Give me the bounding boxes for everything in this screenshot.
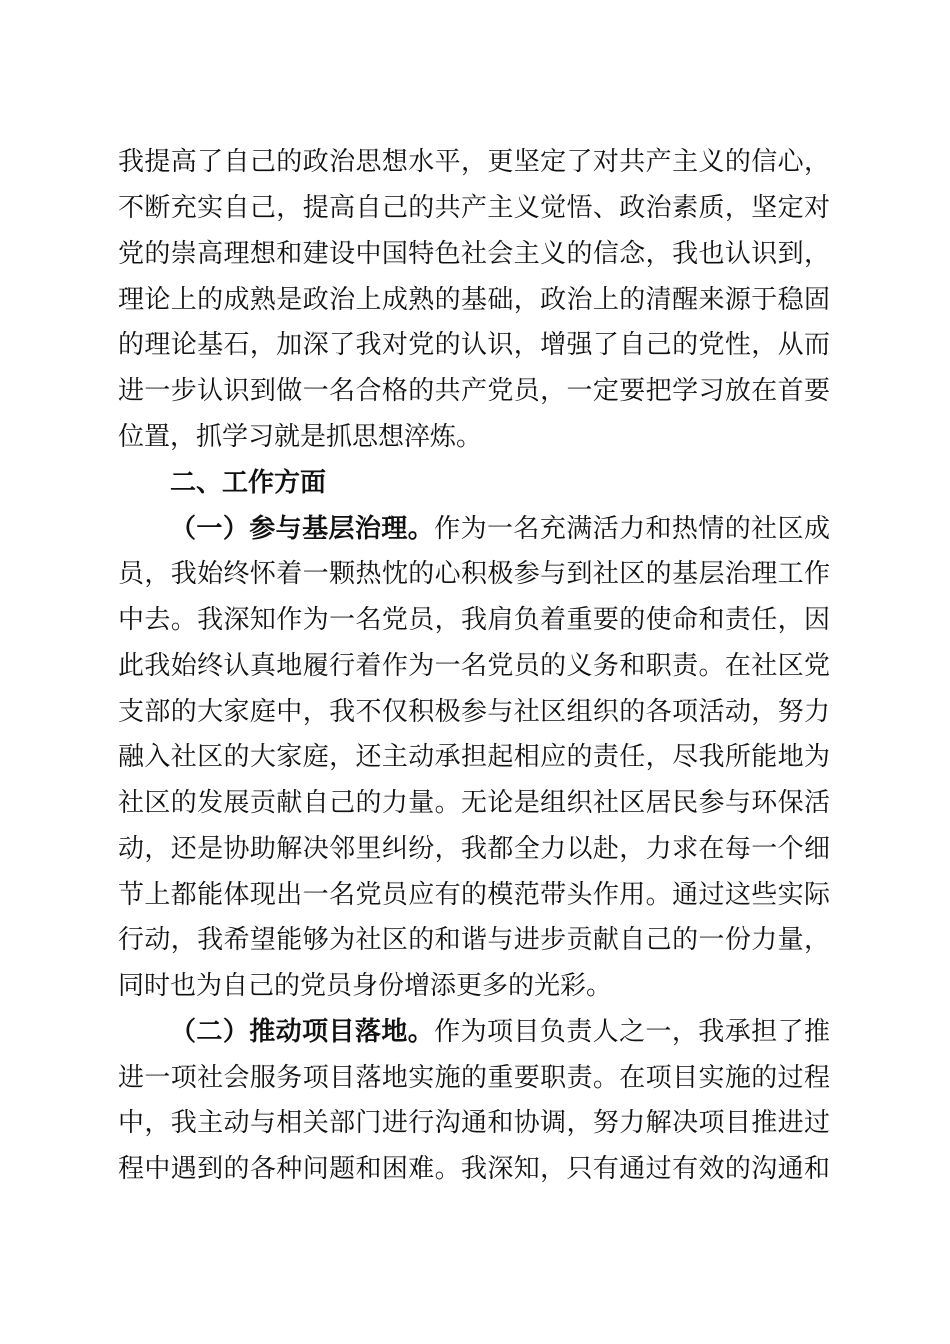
paragraph1-line: 不断充实自己，提高自己的共产主义觉悟、政治素质，坚定对: [118, 193, 830, 223]
paragraph1-line: 的理论基石，加深了我对党的认识，增强了自己的党性，从而: [118, 330, 830, 360]
paragraph1-line: 我提高了自己的政治思想水平，更坚定了对共产主义的信心，: [118, 147, 830, 177]
item1-title: （一）参与基层治理。: [170, 514, 435, 544]
item1-line: 中去。我深知作为一名党员，我肩负着重要的使命和责任，因: [118, 605, 830, 635]
item2-title: （二）推动项目落地。: [170, 1017, 435, 1047]
item1-first-line-text: 作为一名充满活力和热情的社区成: [434, 514, 830, 544]
item1-line: 此我始终认真地履行着作为一名党员的义务和职责。在社区党: [118, 651, 830, 681]
item2-line: 中，我主动与相关部门进行沟通和协调，努力解决项目推进过: [118, 1108, 830, 1138]
item1-line: 同时也为自己的党员身份增添更多的光彩。: [118, 971, 613, 1001]
item2-first-line: [170, 1015, 830, 1049]
paragraph1-line: 党的崇高理想和建设中国特色社会主义的信念，我也认识到，: [118, 239, 830, 269]
paragraph1-line: 位置，抓学习就是抓思想淬炼。: [118, 422, 483, 452]
item2-first-line-text: 作为项目负责人之一，我承担了推: [434, 1017, 830, 1047]
item1-line: 员，我始终怀着一颗热忱的心积极参与到社区的基层治理工作: [118, 559, 830, 589]
item1-first-line: [170, 512, 830, 546]
item2-line: 程中遇到的各种问题和困难。我深知，只有通过有效的沟通和: [118, 1154, 830, 1184]
paragraph1-line: 进一步认识到做一名合格的共产党员，一定要把学习放在首要: [118, 376, 830, 406]
section-heading: 二、工作方面: [170, 468, 327, 498]
item2-line: 进一项社会服务项目落地实施的重要职责。在项目实施的过程: [118, 1063, 830, 1093]
item1-line: 节上都能体现出一名党员应有的模范带头作用。通过这些实际: [118, 880, 830, 910]
item1-line: 融入社区的大家庭，还主动承担起相应的责任，尽我所能地为: [118, 742, 830, 772]
item1-line: 社区的发展贡献自己的力量。无论是组织社区居民参与环保活: [118, 788, 830, 818]
paragraph1-line: 理论上的成熟是政治上成熟的基础，政治上的清醒来源于稳固: [118, 285, 830, 315]
item1-line: 支部的大家庭中，我不仅积极参与社区组织的各项活动，努力: [118, 697, 830, 727]
item1-line: 行动，我希望能够为社区的和谐与进步贡献自己的一份力量，: [118, 925, 830, 955]
item1-line: 动，还是协助解决邻里纠纷，我都全力以赴，力求在每一个细: [118, 834, 830, 864]
